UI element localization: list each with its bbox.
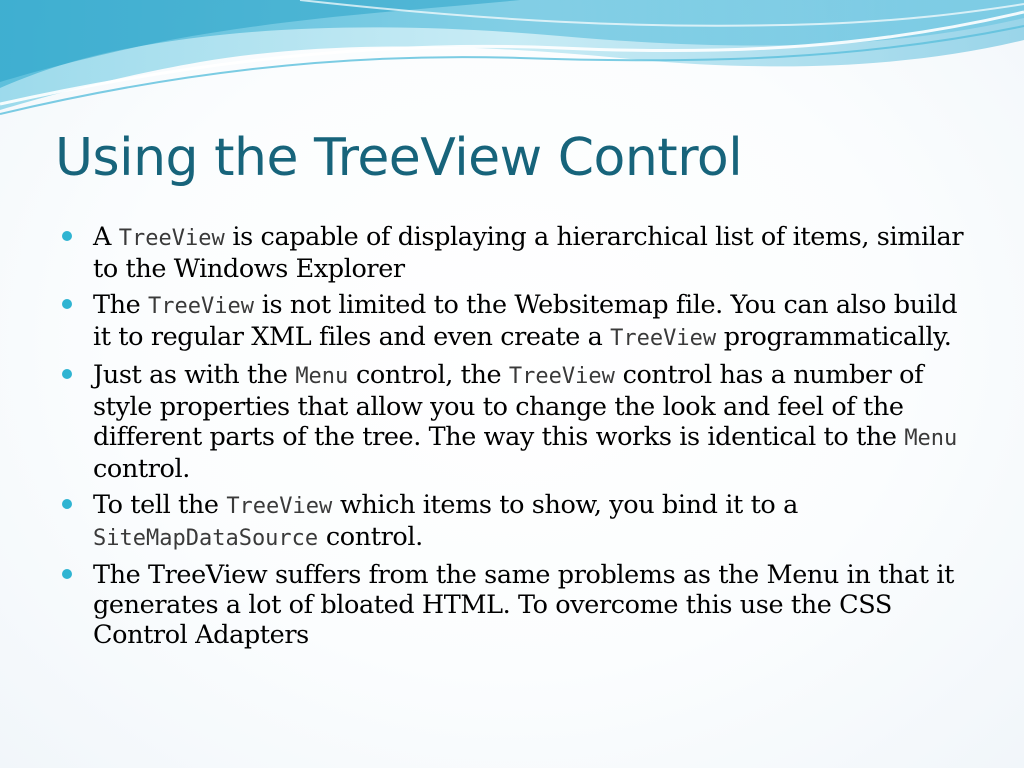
bullet-item (58, 490, 978, 554)
bullet-text: programmatically. (716, 322, 952, 352)
bullet-text: control has a number of style properties that allow you to change the look and feel of the different parts of the tree. The way this works is identical to the (93, 360, 924, 452)
header-wave-decoration (0, 0, 1024, 130)
bullet-text: The (93, 290, 149, 320)
code-term: SiteMapDataSource (93, 526, 319, 551)
slide-title: Using the TreeView Control (55, 128, 743, 188)
bullet-dot-icon (62, 369, 72, 379)
bullet-item (58, 360, 978, 484)
bullet-text: control. (318, 522, 423, 552)
bullet-item (58, 560, 978, 650)
code-term: TreeView (508, 364, 615, 389)
code-term: Menu (295, 364, 349, 389)
code-term: TreeView (226, 494, 333, 519)
bullet-text: Just as with the (93, 360, 296, 390)
bullet-text: A (93, 222, 119, 252)
bullet-text: is not limited to the Websitemap file. You can also build it to regular XML files and even create a (93, 290, 958, 352)
bullet-dot-icon (62, 499, 72, 509)
bullet-dot-icon (62, 231, 72, 241)
code-term: TreeView (610, 326, 717, 351)
bullet-item (58, 290, 978, 354)
code-term: Menu (904, 426, 958, 451)
bullet-item (58, 222, 978, 284)
bullet-text: The TreeView suffers from the same problems as the Menu in that it generates a lot of bloated HTML. To overcome this use the CSS Control Adapters (93, 560, 954, 650)
bullet-text: control, the (348, 360, 509, 390)
code-term: TreeView (118, 226, 225, 251)
bullet-text: control. (93, 454, 190, 484)
bullet-text: which items to show, you bind it to a (332, 490, 798, 520)
code-term: TreeView (148, 294, 254, 319)
bullet-dot-icon (62, 299, 72, 309)
bullet-text: is capable of displaying a hierarchical list of items, similar to the Windows Explorer (93, 222, 964, 284)
bullet-text: To tell the (93, 490, 227, 520)
bullet-list (58, 222, 978, 656)
bullet-dot-icon (62, 569, 72, 579)
